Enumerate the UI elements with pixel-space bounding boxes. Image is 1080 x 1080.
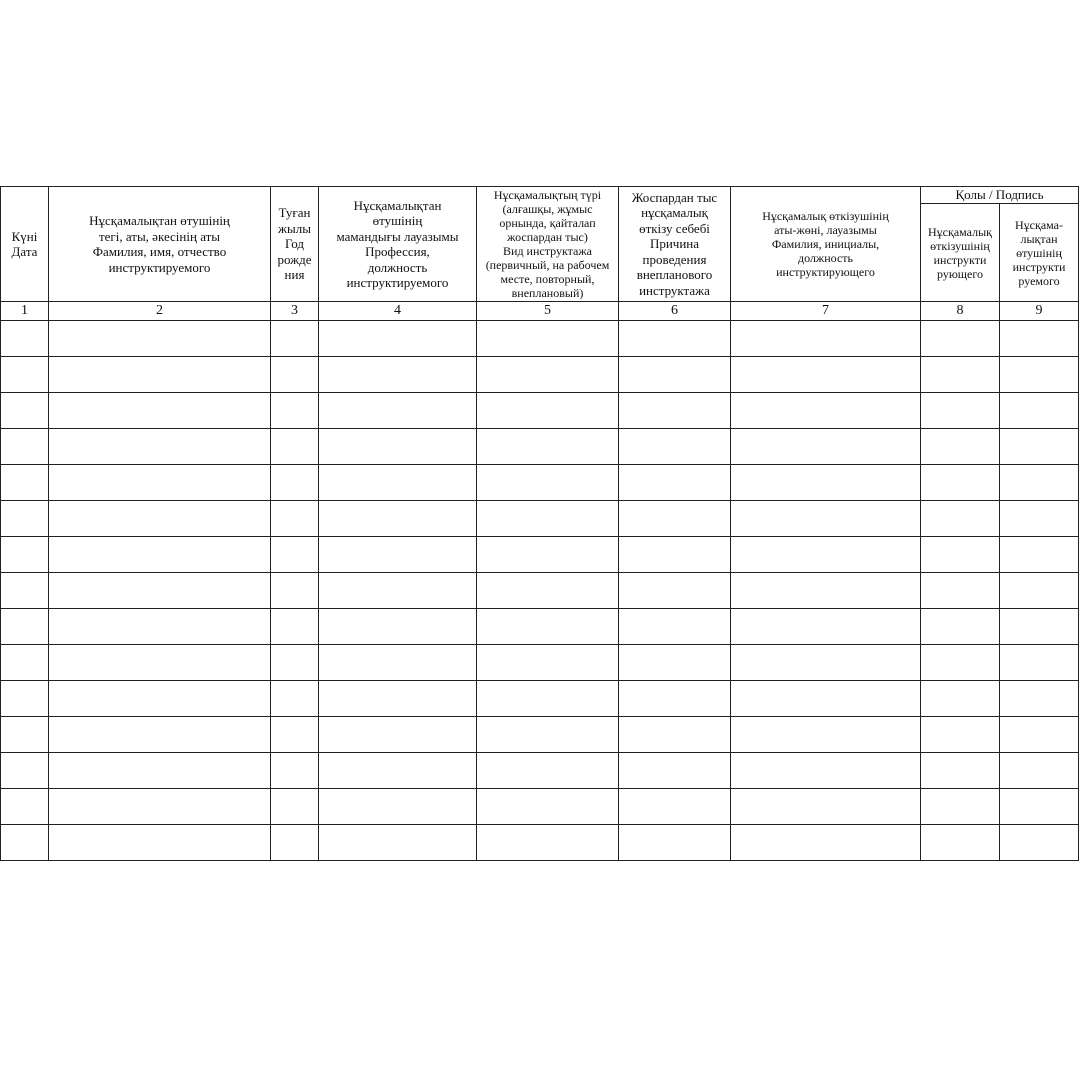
cell-instruction-type[interactable] [477, 321, 619, 357]
cell-unplanned-reason[interactable] [619, 537, 731, 573]
cell-instructor-signature[interactable] [921, 789, 1000, 825]
cell-date[interactable] [1, 537, 49, 573]
cell-instructor[interactable] [731, 501, 921, 537]
table-row [1, 537, 1079, 573]
cell-full-name[interactable] [49, 573, 271, 609]
header-instructor-signature: Нұсқамалық өткізушінің инструкти рующего [921, 204, 1000, 302]
cell-unplanned-reason[interactable] [619, 429, 731, 465]
header-birth-year: Туған жылы Год рожде ния [271, 187, 319, 302]
cell-instruction-type[interactable] [477, 753, 619, 789]
cell-instruction-type[interactable] [477, 429, 619, 465]
cell-instructor[interactable] [731, 717, 921, 753]
cell-full-name[interactable] [49, 501, 271, 537]
cell-instruction-type[interactable] [477, 789, 619, 825]
header-profession: Нұсқамалықтан өтушінің мамандығы лауазымы Профессия, должность инструктируемого [319, 187, 477, 302]
cell-instructor-signature[interactable] [921, 753, 1000, 789]
cell-instructee-signature[interactable] [1000, 573, 1079, 609]
cell-date[interactable] [1, 357, 49, 393]
cell-unplanned-reason[interactable] [619, 825, 731, 861]
cell-full-name[interactable] [49, 537, 271, 573]
cell-full-name[interactable] [49, 645, 271, 681]
instruction-journal-page [0, 186, 1078, 861]
header-instructor: Нұсқамалық өткізушінің аты-жөні, лауазымы Фамилия, инициалы, должность инструктирующего [731, 187, 921, 302]
cell-instructor-signature[interactable] [921, 645, 1000, 681]
cell-instructor-signature[interactable] [921, 681, 1000, 717]
cell-profession[interactable] [319, 753, 477, 789]
cell-profession[interactable] [319, 681, 477, 717]
cell-unplanned-reason[interactable] [619, 465, 731, 501]
cell-birth-year[interactable] [271, 465, 319, 501]
cell-full-name[interactable] [49, 825, 271, 861]
column-number: 8 [921, 302, 1000, 321]
cell-full-name[interactable] [49, 321, 271, 357]
cell-profession[interactable] [319, 393, 477, 429]
cell-instructor[interactable] [731, 681, 921, 717]
column-number-row [1, 302, 1079, 321]
cell-date[interactable] [1, 429, 49, 465]
column-number: 4 [319, 302, 477, 321]
cell-unplanned-reason[interactable] [619, 501, 731, 537]
cell-date[interactable] [1, 825, 49, 861]
cell-profession[interactable] [319, 645, 477, 681]
cell-birth-year[interactable] [271, 357, 319, 393]
cell-profession[interactable] [319, 609, 477, 645]
cell-date[interactable] [1, 753, 49, 789]
cell-instructor-signature[interactable] [921, 393, 1000, 429]
cell-instruction-type[interactable] [477, 465, 619, 501]
cell-instructee-signature[interactable] [1000, 465, 1079, 501]
header-full-name: Нұсқамалықтан өтушінің тегі, аты, әкесінің аты Фамилия, имя, отчество инструктируемого [49, 187, 271, 302]
cell-birth-year[interactable] [271, 717, 319, 753]
cell-instructor-signature[interactable] [921, 825, 1000, 861]
cell-birth-year[interactable] [271, 681, 319, 717]
cell-instructor-signature[interactable] [921, 501, 1000, 537]
column-number: 1 [1, 302, 49, 321]
cell-birth-year[interactable] [271, 393, 319, 429]
cell-full-name[interactable] [49, 609, 271, 645]
cell-unplanned-reason[interactable] [619, 681, 731, 717]
table-row [1, 357, 1079, 393]
cell-full-name[interactable] [49, 753, 271, 789]
cell-birth-year[interactable] [271, 825, 319, 861]
cell-instructee-signature[interactable] [1000, 753, 1079, 789]
cell-unplanned-reason[interactable] [619, 609, 731, 645]
cell-unplanned-reason[interactable] [619, 357, 731, 393]
cell-instructee-signature[interactable] [1000, 501, 1079, 537]
cell-instructee-signature[interactable] [1000, 681, 1079, 717]
cell-profession[interactable] [319, 321, 477, 357]
cell-instruction-type[interactable] [477, 573, 619, 609]
cell-instructor-signature[interactable] [921, 609, 1000, 645]
cell-date[interactable] [1, 393, 49, 429]
header-instructee-signature: Нұсқама- лықтан өтушінің инструкти руемого [1000, 204, 1079, 302]
cell-unplanned-reason[interactable] [619, 393, 731, 429]
cell-instructor-signature[interactable] [921, 573, 1000, 609]
cell-birth-year[interactable] [271, 789, 319, 825]
cell-instructee-signature[interactable] [1000, 825, 1079, 861]
cell-date[interactable] [1, 573, 49, 609]
cell-instructor[interactable] [731, 429, 921, 465]
cell-instructor[interactable] [731, 321, 921, 357]
cell-instructee-signature[interactable] [1000, 537, 1079, 573]
cell-instruction-type[interactable] [477, 645, 619, 681]
cell-instructor[interactable] [731, 753, 921, 789]
cell-full-name[interactable] [49, 429, 271, 465]
cell-profession[interactable] [319, 537, 477, 573]
table-row [1, 645, 1079, 681]
cell-birth-year[interactable] [271, 537, 319, 573]
column-number: 2 [49, 302, 271, 321]
cell-instruction-type[interactable] [477, 825, 619, 861]
cell-instructor-signature[interactable] [921, 537, 1000, 573]
cell-instructor-signature[interactable] [921, 321, 1000, 357]
table-row [1, 393, 1079, 429]
cell-date[interactable] [1, 321, 49, 357]
cell-full-name[interactable] [49, 789, 271, 825]
cell-instructee-signature[interactable] [1000, 357, 1079, 393]
table-row [1, 681, 1079, 717]
cell-unplanned-reason[interactable] [619, 753, 731, 789]
cell-instructee-signature[interactable] [1000, 393, 1079, 429]
table-row [1, 501, 1079, 537]
table-row [1, 573, 1079, 609]
cell-profession[interactable] [319, 789, 477, 825]
cell-full-name[interactable] [49, 717, 271, 753]
cell-unplanned-reason[interactable] [619, 717, 731, 753]
cell-instructee-signature[interactable] [1000, 645, 1079, 681]
cell-birth-year[interactable] [271, 573, 319, 609]
column-number: 5 [477, 302, 619, 321]
table-row [1, 789, 1079, 825]
cell-instructee-signature[interactable] [1000, 609, 1079, 645]
instruction-journal-table [0, 186, 1079, 861]
cell-profession[interactable] [319, 357, 477, 393]
cell-unplanned-reason[interactable] [619, 645, 731, 681]
header-unplanned-reason: Жоспардан тыс нұсқамалық өткізу себебі Причина проведения внепланового инструктажа [619, 187, 731, 302]
cell-birth-year[interactable] [271, 501, 319, 537]
cell-instructee-signature[interactable] [1000, 321, 1079, 357]
cell-date[interactable] [1, 501, 49, 537]
table-row [1, 465, 1079, 501]
cell-birth-year[interactable] [271, 321, 319, 357]
cell-birth-year[interactable] [271, 429, 319, 465]
cell-instruction-type[interactable] [477, 393, 619, 429]
cell-full-name[interactable] [49, 393, 271, 429]
header-date: Күні Дата [1, 187, 49, 302]
cell-date[interactable] [1, 465, 49, 501]
table-row [1, 429, 1079, 465]
cell-full-name[interactable] [49, 465, 271, 501]
cell-profession[interactable] [319, 465, 477, 501]
cell-profession[interactable] [319, 825, 477, 861]
cell-birth-year[interactable] [271, 645, 319, 681]
cell-full-name[interactable] [49, 357, 271, 393]
cell-profession[interactable] [319, 573, 477, 609]
table-row [1, 321, 1079, 357]
cell-date[interactable] [1, 717, 49, 753]
cell-instructor[interactable] [731, 789, 921, 825]
cell-instructee-signature[interactable] [1000, 717, 1079, 753]
cell-profession[interactable] [319, 429, 477, 465]
column-number: 7 [731, 302, 921, 321]
cell-full-name[interactable] [49, 681, 271, 717]
cell-instructor[interactable] [731, 537, 921, 573]
cell-date[interactable] [1, 645, 49, 681]
cell-instructee-signature[interactable] [1000, 429, 1079, 465]
cell-instruction-type[interactable] [477, 681, 619, 717]
cell-profession[interactable] [319, 717, 477, 753]
table-row [1, 717, 1079, 753]
journal-body [1, 302, 1079, 861]
cell-instructor[interactable] [731, 825, 921, 861]
cell-birth-year[interactable] [271, 609, 319, 645]
header-signature-group: Қолы / Подпись [921, 187, 1079, 204]
cell-instruction-type[interactable] [477, 609, 619, 645]
cell-instruction-type[interactable] [477, 357, 619, 393]
cell-profession[interactable] [319, 501, 477, 537]
cell-date[interactable] [1, 609, 49, 645]
cell-instructor[interactable] [731, 465, 921, 501]
cell-instructor-signature[interactable] [921, 357, 1000, 393]
cell-instructor[interactable] [731, 393, 921, 429]
cell-unplanned-reason[interactable] [619, 789, 731, 825]
cell-instructor[interactable] [731, 573, 921, 609]
cell-unplanned-reason[interactable] [619, 573, 731, 609]
header-instruction-type: Нұсқамалықтың түрі (алғашқы, жұмыс орнында, қайталап жоспардан тыс) Вид инструктажа (первичный, на рабочем месте, повторный, внеплановый) [477, 187, 619, 302]
column-number: 9 [1000, 302, 1079, 321]
cell-instructor-signature[interactable] [921, 429, 1000, 465]
cell-instruction-type[interactable] [477, 717, 619, 753]
table-row [1, 753, 1079, 789]
cell-instructor[interactable] [731, 357, 921, 393]
column-number: 3 [271, 302, 319, 321]
cell-instructor[interactable] [731, 645, 921, 681]
cell-birth-year[interactable] [271, 753, 319, 789]
cell-instructor[interactable] [731, 609, 921, 645]
cell-instructor-signature[interactable] [921, 465, 1000, 501]
cell-unplanned-reason[interactable] [619, 321, 731, 357]
table-row [1, 609, 1079, 645]
cell-instructor-signature[interactable] [921, 717, 1000, 753]
cell-date[interactable] [1, 789, 49, 825]
table-row [1, 825, 1079, 861]
cell-instruction-type[interactable] [477, 501, 619, 537]
cell-instruction-type[interactable] [477, 537, 619, 573]
cell-instructee-signature[interactable] [1000, 789, 1079, 825]
cell-date[interactable] [1, 681, 49, 717]
column-number: 6 [619, 302, 731, 321]
